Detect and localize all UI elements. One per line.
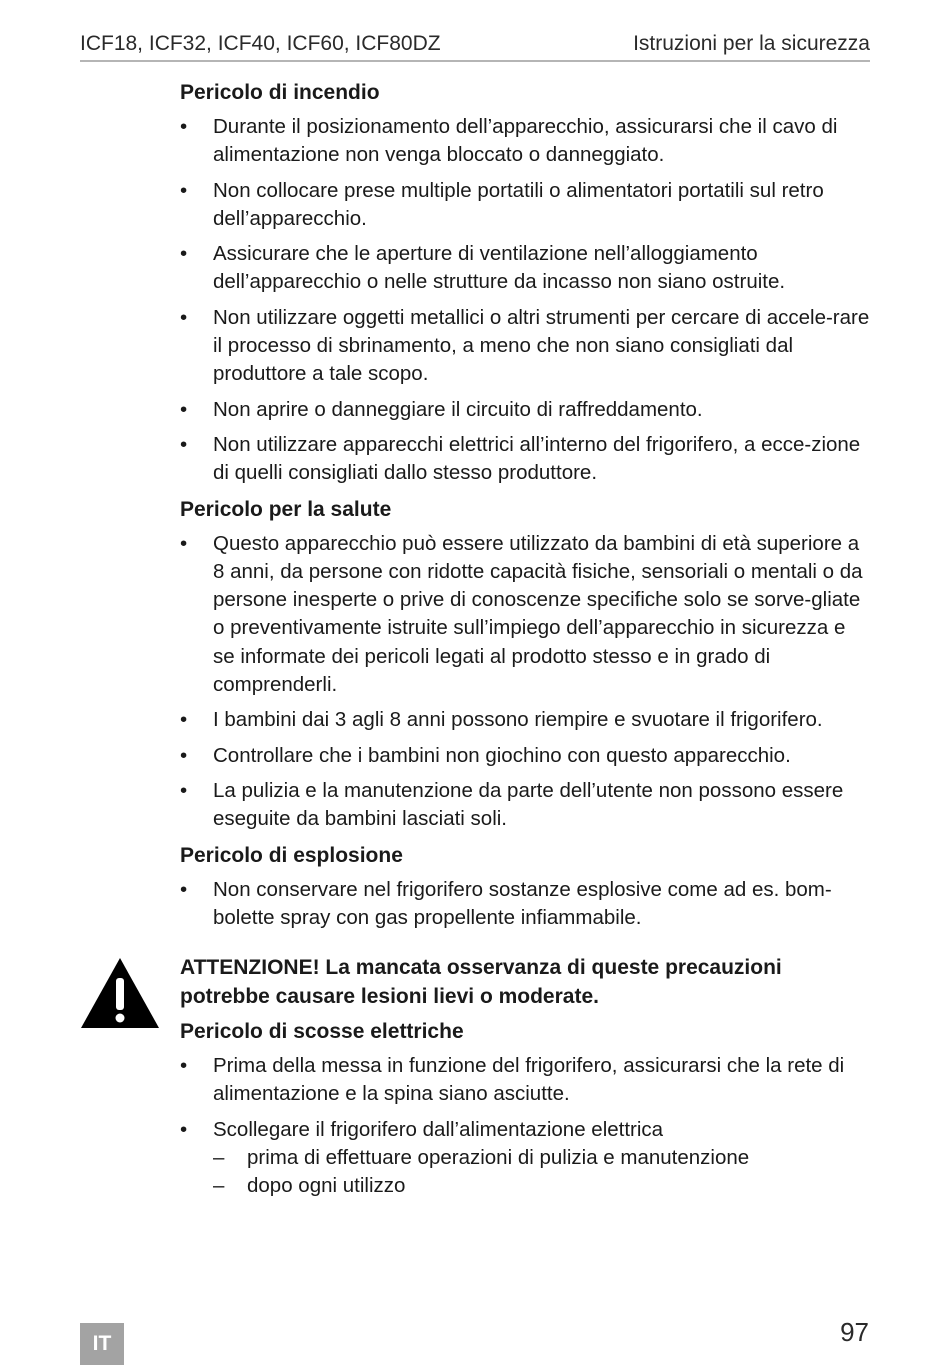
list-item: • Non utilizzare apparecchi elettrici all’interno del frigorifero, a ecce-zione di quelli consigliati dallo stesso produttore. <box>180 431 870 488</box>
page-content <box>180 78 870 1208</box>
list-item: • La pulizia e la manutenzione da parte dell’utente non possono essere eseguite da bambini lasciati soli. <box>180 777 870 834</box>
heading-health: Pericolo per la salute <box>180 497 392 521</box>
list-item: • Prima della messa in funzione del frigorifero, assicurarsi che la rete di alimentazione e la spina siano asciutte. <box>180 1052 870 1109</box>
list-item: • Non conservare nel frigorifero sostanze esplosive come ad es. bom-bolette spray con gas propellente infiammabile. <box>180 876 870 933</box>
list-item-text: Scollegare il frigorifero dall’alimentazione elettrica <box>213 1117 664 1141</box>
list-item: • Non aprire o danneggiare il circuito di raffreddamento. <box>180 396 870 424</box>
warning-text: ATTENZIONE! La mancata osservanza di queste precauzioni potrebbe causare lesioni lievi o moderate. <box>180 956 782 1009</box>
page-number: 97 <box>840 1317 869 1347</box>
list-explosion <box>180 876 870 933</box>
warning-triangle-icon <box>79 956 161 1030</box>
language-badge: IT <box>80 1323 124 1365</box>
list-item: • Controllare che i bambini non giochino con questo apparecchio. <box>180 742 870 770</box>
header-models: ICF18, ICF32, ICF40, ICF60, ICF80DZ <box>80 32 441 55</box>
header-section: Istruzioni per la sicurezza <box>633 32 870 55</box>
sublist-item: – dopo ogni utilizzo <box>213 1172 870 1200</box>
list-item: • Durante il posizionamento dell’apparecchio, assicurarsi che il cavo di alimentazione non venga bloccato o danneggiato. <box>180 113 870 170</box>
list-health <box>180 530 870 834</box>
sublist-electric <box>213 1144 870 1201</box>
heading-explosion: Pericolo di esplosione <box>180 843 403 867</box>
list-electric <box>180 1052 870 1200</box>
heading-electric: Pericolo di scosse elettriche <box>180 1020 464 1044</box>
list-item: • Questo apparecchio può essere utilizzato da bambini di età superiore a 8 anni, da persone con ridotte capacità fisiche, sensoriali o mentali o da persone inesperte o prive di conoscenze specifiche solo se sorve-gliate o preventivamente istruite sull’impiego dell’apparecchio in sicurezza e se informate dei pericoli legati al prodotto stesso e in grado di comprenderli. <box>180 530 870 700</box>
list-item: • I bambini dai 3 agli 8 anni possono riempire e svuotare il frigorifero. <box>180 706 870 734</box>
page-header <box>80 30 870 62</box>
list-item: • Non collocare prese multiple portatili o alimentatori portatili sul retro dell’apparecchio. <box>180 177 870 234</box>
list-fire <box>180 113 870 488</box>
heading-fire: Pericolo di incendio <box>180 81 380 104</box>
list-item <box>180 1116 870 1201</box>
sublist-item: – prima di effettuare operazioni di pulizia e manutenzione <box>213 1144 870 1172</box>
list-item: • Assicurare che le aperture di ventilazione nell’alloggiamento dell’apparecchio o nelle strutture da incasso non siano ostruite. <box>180 240 870 297</box>
list-item: • Non utilizzare oggetti metallici o altri strumenti per cercare di accele-rare il processo di sbrinamento, a meno che non siano consigliati dal produttore a tale scopo. <box>180 304 870 389</box>
